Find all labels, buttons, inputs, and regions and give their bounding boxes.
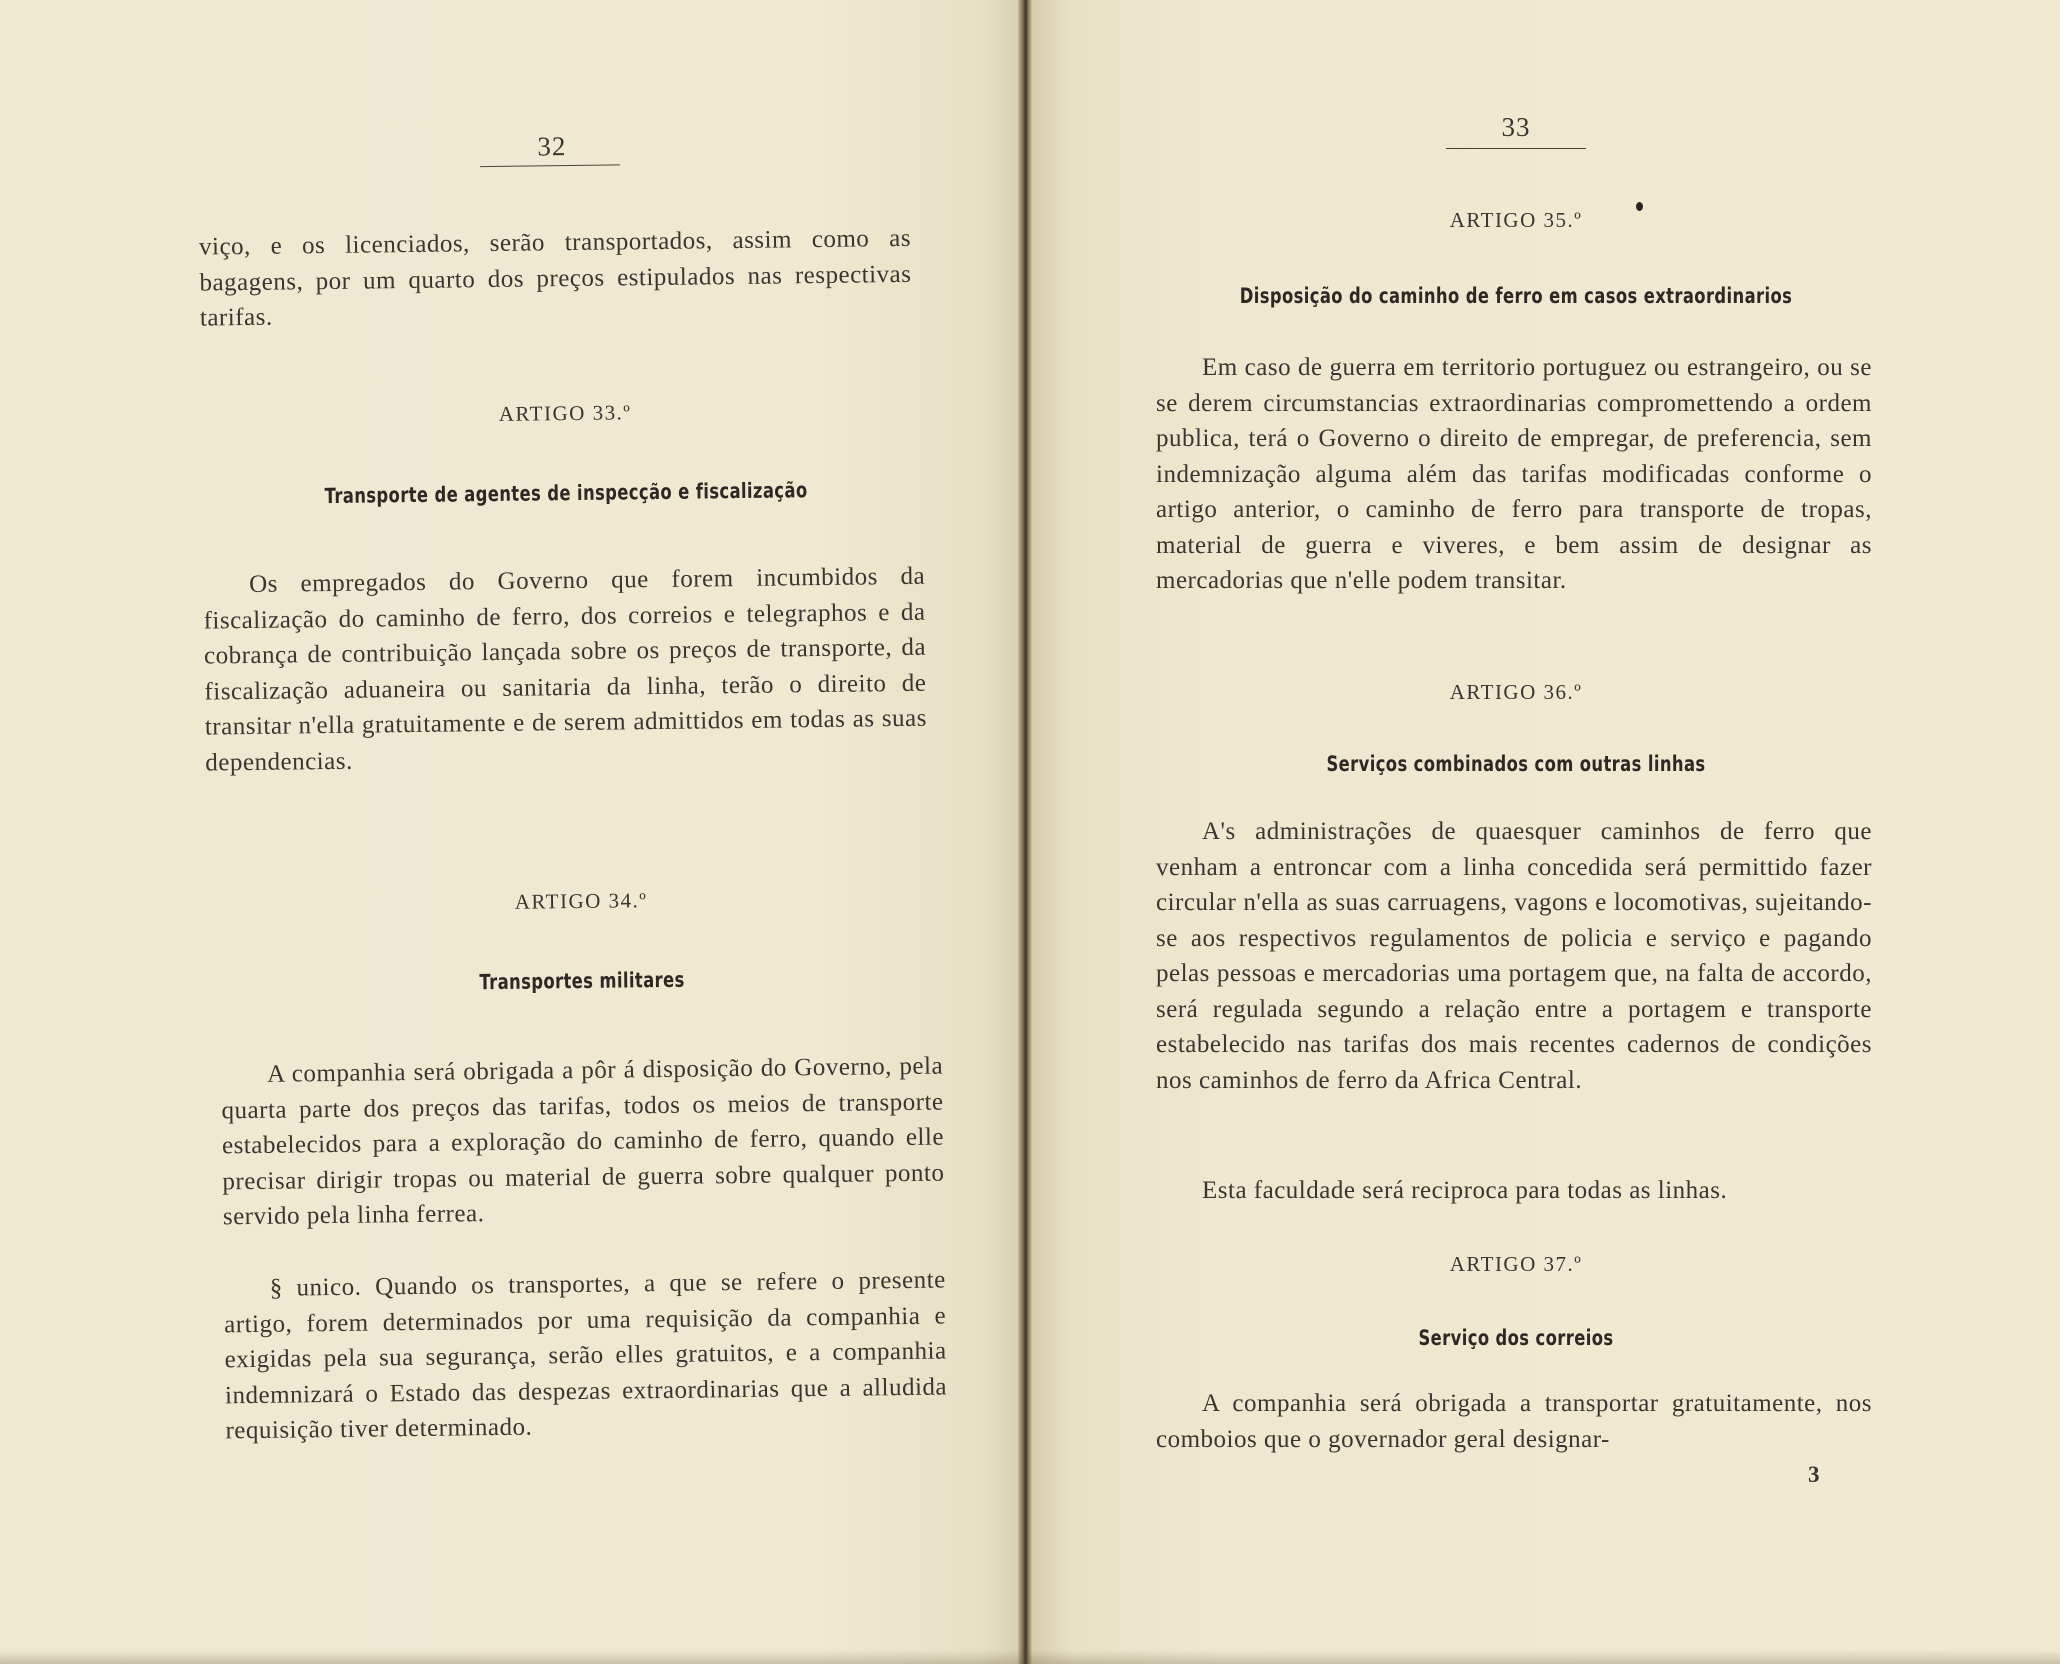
article-heading: Disposição do caminho de ferro em casos extraordinarios <box>1239 284 1793 308</box>
paragraph <box>1156 1173 1872 1209</box>
book-gutter <box>1018 0 1032 1664</box>
paragraph-text: Esta faculdade será reciproca para todas as linhas. <box>1202 1177 1728 1204</box>
article-number: ARTIGO 35.º <box>1449 208 1583 232</box>
right-page <box>1030 0 2060 1664</box>
article-number: ARTIGO 37.º <box>1449 1252 1583 1276</box>
paragraph-text: A's administrações de quaesquer caminhos de ferro que venham a entroncar com a linha concedida será permittido fazer circular n'ella as suas carruagens, vagons e locomotivas, sujeitando-se aos respectivos regulamentos de policia e serviço e pagando pelas pessoas e mercadorias uma portagem que, na falta de accordo, será regulada segundo a relação entre a portagem e transporte estabelecido nas tarifas dos mais recentes cadernos de condições nos caminhos de ferro da Africa Central. <box>1156 818 1872 1094</box>
article-heading: Serviços combinados com outras linhas <box>1326 752 1706 776</box>
paragraph-text: A companhia será obrigada a pôr á disposição do Governo, pela quarta parte dos preços das tarifas, todos os meios de transporte estabelecidos para a exploração do caminho de ferro, quando elle precisar dirigir tropas ou material de guerra sobre qualquer ponto servido pela linha ferrea. <box>221 1052 945 1231</box>
indent <box>221 1082 267 1083</box>
page-bottom-edge <box>0 1650 2060 1664</box>
paragraph-text: Os empregados do Governo que forem incumbidos da fiscalização do caminho de ferro, dos correios e telegraphos e da cobrança de contribuição lançada sobre os preços de transporte, da fiscalização aduaneira ou sanitaria da linha, terão o direito de transitar n'ella gratuitamente e de serem admittidos em todas as suas dependencias. <box>203 562 928 777</box>
article-number: ARTIGO 34.º <box>514 888 648 914</box>
paragraph-text: A companhia será obrigada a transportar gratuitamente, nos comboios que o governador geral designar- <box>1156 1390 1872 1453</box>
page-number-rule <box>1446 148 1586 149</box>
paragraph-text: § unico. Quando os transportes, a que se refere o presente artigo, forem determinados por uma requisição da companhia e exigidas pela sua segurança, serão elles gratuitos, e a companhia indemnizará o Estado das despezas extraordinarias que a alludida requisição tiver determinado. <box>224 1266 948 1445</box>
signature-mark: 3 <box>1808 1462 1820 1487</box>
article-heading: Serviço dos correios <box>1418 1326 1614 1350</box>
article-heading: Transporte de agentes de inspecção e fiscalização <box>324 478 808 509</box>
article-number: ARTIGO 33.º <box>498 400 632 426</box>
paragraph <box>1156 814 1872 1098</box>
paragraph <box>199 221 912 336</box>
paragraph-text: viço, e os licenciados, serão transportados, assim como as bagagens, por um quarto dos preços estipulados nas respectivas tarifas. <box>198 224 912 332</box>
article-heading: Transportes militares <box>479 967 685 995</box>
indent <box>203 592 249 593</box>
paragraph <box>221 1049 945 1235</box>
article-number: ARTIGO 36.º <box>1449 680 1583 704</box>
paragraph <box>1156 1386 1872 1457</box>
left-page <box>0 0 1022 1664</box>
paragraph-text: Em caso de guerra em territorio portuguez ou estrangeiro, ou se se derem circumstancias extraordinarias compromettendo a ordem publica, terá o Governo o direito de empregar, de preferencia, sem indemnização alguma além das tarifas modificadas conforme o artigo anterior, o caminho de ferro para transporte de tropas, material de guerra e viveres, e bem assim de designar as mercadorias que n'elle podem transitar. <box>1156 354 1872 594</box>
page-number: 33 <box>1501 112 1531 142</box>
paragraph <box>224 1263 948 1449</box>
page-number: 32 <box>537 131 567 162</box>
paragraph <box>1156 350 1872 599</box>
indent <box>224 1296 270 1297</box>
paragraph <box>203 559 928 781</box>
page-number-rule <box>480 164 620 167</box>
ink-speck <box>1636 202 1643 211</box>
